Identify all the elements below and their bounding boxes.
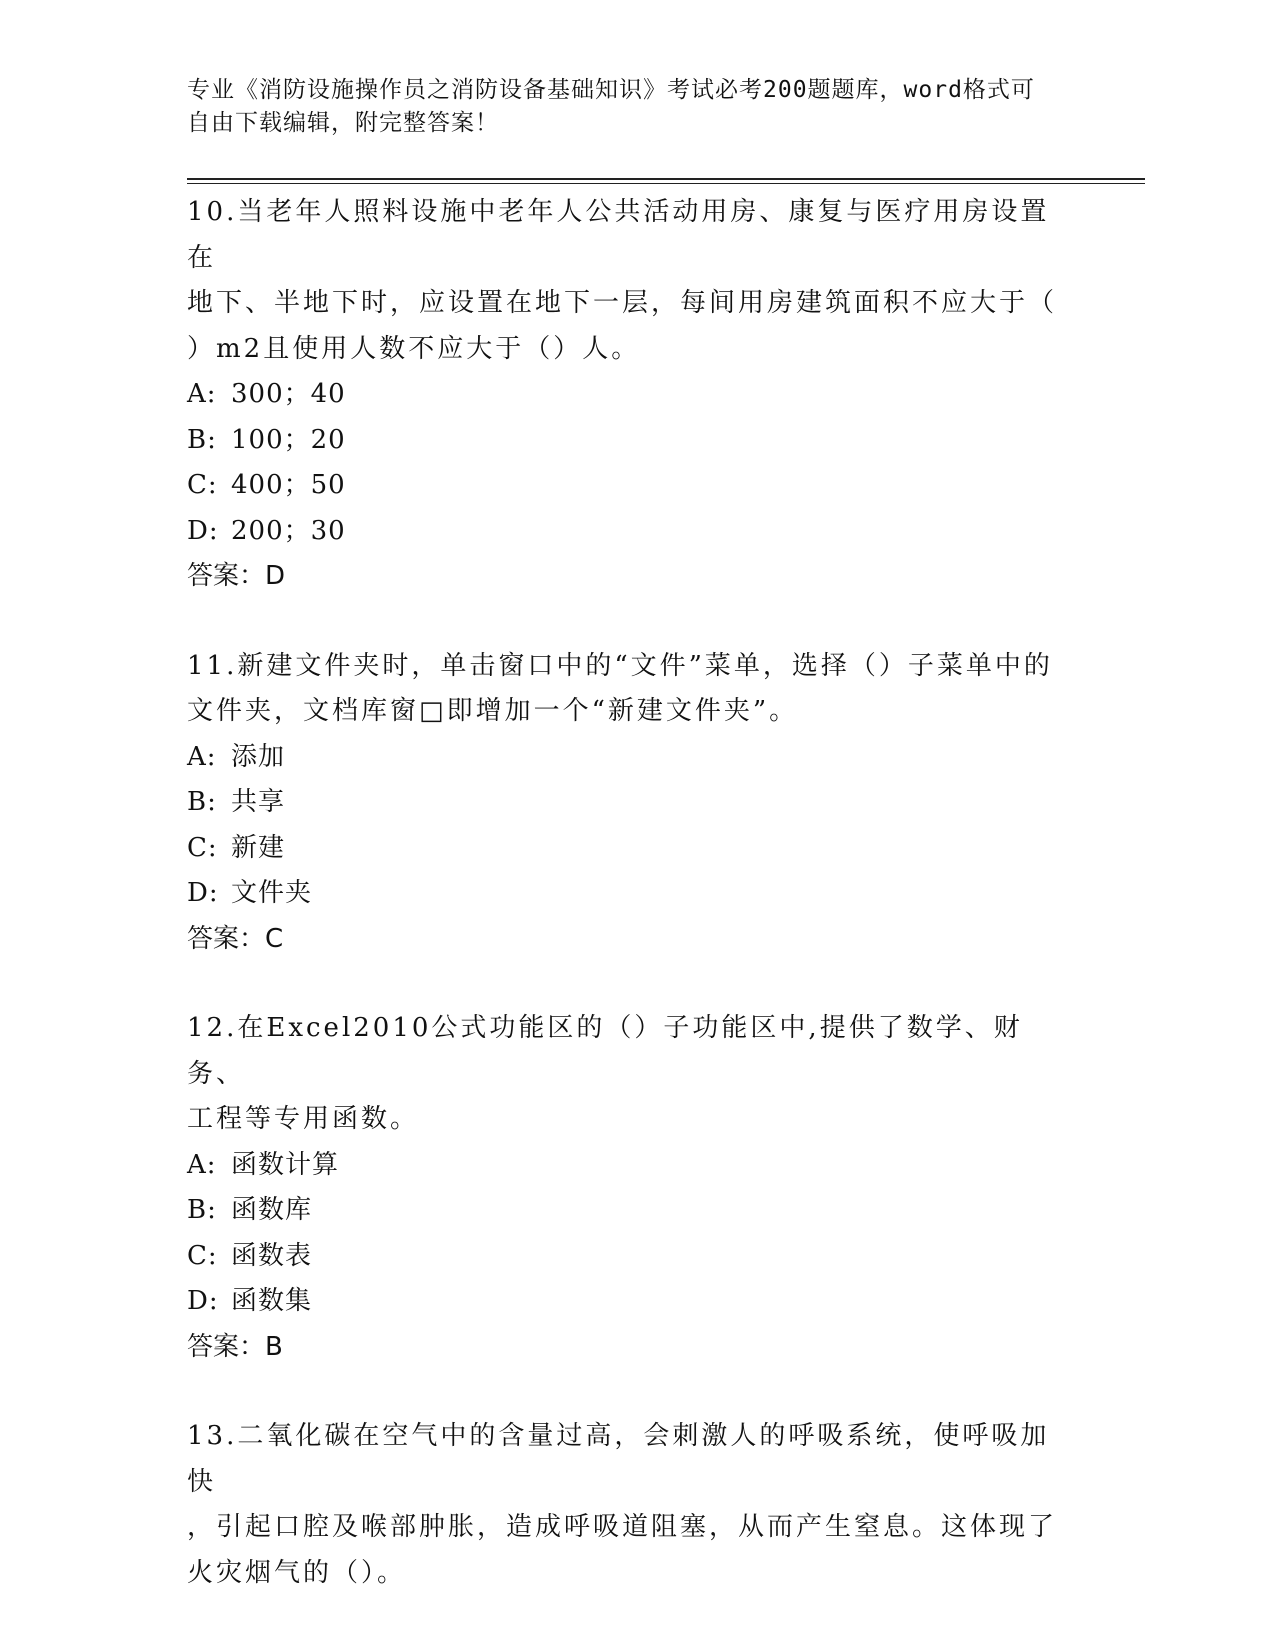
option-a: A: 300；40 — [187, 379, 346, 409]
question-13 — [187, 1414, 1067, 1596]
question-stem-line: 10.当老年人照料设施中老年人公共活动用房、康复与医疗用房设置在 — [187, 197, 1050, 273]
question-stem-line: 火灾烟气的（）。 — [187, 1557, 407, 1588]
option-c: C: 400；50 — [187, 470, 346, 500]
question-stem-line: 11.新建文件夹时，单击窗口中的“文件”菜单，选择（）子菜单中的 — [187, 650, 1053, 681]
question-stem-line: 工程等专用函数。 — [187, 1104, 420, 1134]
header-divider — [187, 178, 1145, 184]
question-list — [187, 190, 1067, 1640]
answer-line: 答案：C — [187, 923, 284, 954]
option-b: B: 共享 — [187, 787, 286, 817]
question-12 — [187, 1006, 1067, 1370]
option-c: C: 新建 — [187, 832, 286, 863]
option-d: D: 200；30 — [187, 515, 346, 546]
header-line: 专业《消防设施操作员之消防设备基础知识》考试必考200题题库，word格式可 — [187, 77, 1035, 103]
answer-line: 答案：D — [187, 561, 286, 591]
question-10 — [187, 190, 1067, 600]
option-a: A: 函数计算 — [187, 1149, 340, 1180]
question-stem-line: ）m2且使用人数不应大于（）人。 — [187, 333, 641, 364]
header-line: 自由下载编辑，附完整答案！ — [187, 110, 499, 136]
question-stem-line: 文件夹，文档库窗□即增加一个“新建文件夹”。 — [187, 696, 799, 726]
option-c: C: 函数表 — [187, 1240, 313, 1271]
document-header — [187, 74, 1067, 140]
question-11 — [187, 644, 1067, 963]
answer-line: 答案：B — [187, 1331, 283, 1362]
option-d: D: 文件夹 — [187, 878, 313, 908]
question-stem-line: 地下、半地下时，应设置在地下一层，每间用房建筑面积不应大于（ — [187, 288, 1058, 318]
option-b: B: 100；20 — [187, 424, 346, 455]
option-a: A: 添加 — [187, 741, 286, 772]
question-stem-line: 13.二氧化碳在空气中的含量过高，会刺激人的呼吸系统，使呼吸加快 — [187, 1421, 1050, 1497]
question-stem-line: 12.在Excel2010公式功能区的（）子功能区中,提供了数学、财务、 — [187, 1013, 1023, 1089]
option-b: B: 函数库 — [187, 1195, 313, 1225]
option-d: D: 函数集 — [187, 1286, 313, 1316]
question-stem-line: ，引起口腔及喉部肿胀，造成呼吸道阻塞，从而产生窒息。这体现了 — [187, 1512, 1058, 1542]
